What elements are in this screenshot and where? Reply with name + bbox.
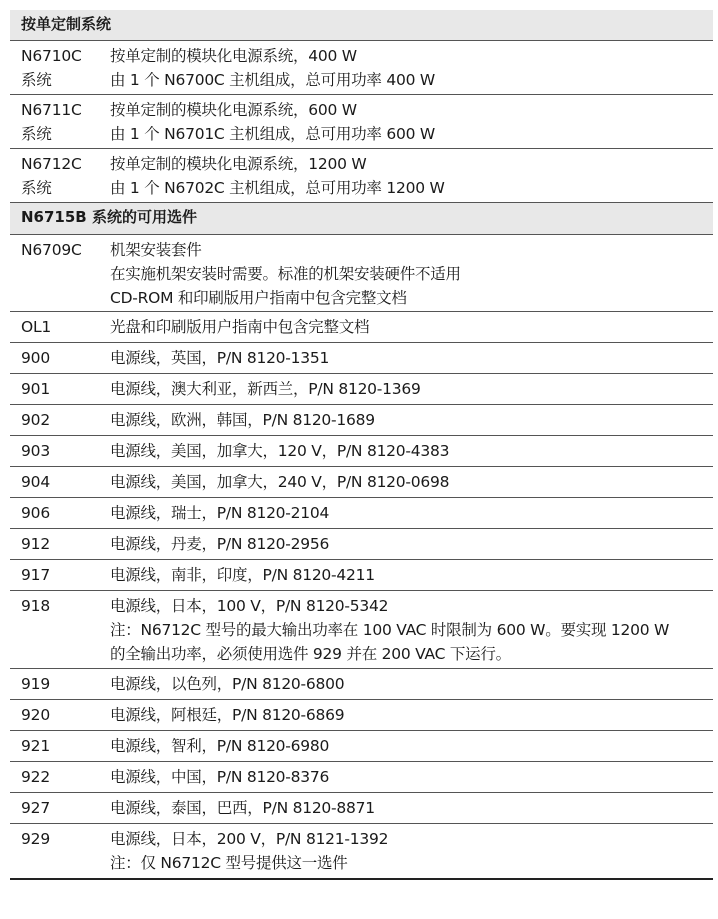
option-description [110, 824, 713, 878]
code-line: 917 [21, 566, 50, 584]
table-row [10, 235, 713, 312]
table-row [10, 41, 713, 95]
option-code [21, 41, 110, 94]
option-description [110, 374, 713, 404]
option-description [110, 669, 713, 699]
option-code [21, 95, 110, 148]
code-line: 919 [21, 675, 50, 693]
table-row [10, 374, 713, 405]
option-code [21, 731, 110, 761]
code-line: 918 [21, 597, 50, 615]
desc-line: 的全输出功率，必须使用选件 929 并在 200 VAC 下运行。 [110, 645, 511, 663]
option-description [110, 405, 713, 435]
desc-line: 电源线，中国，P/N 8120-8376 [110, 768, 330, 786]
option-code [21, 374, 110, 404]
desc-line: 光盘和印刷版用户指南中包含完整文档 [110, 318, 370, 336]
option-code [21, 405, 110, 435]
desc-line: 电源线，瑞士，P/N 8120-2104 [110, 504, 330, 522]
option-description [110, 498, 713, 528]
desc-line: 电源线，日本，100 V，P/N 8120-5342 [110, 597, 389, 615]
section-title: N6715B 系统的可用选件 [21, 208, 197, 226]
option-description [110, 529, 713, 559]
table-row [10, 405, 713, 436]
desc-line: CD-ROM 和印刷版用户指南中包含完整文档 [110, 289, 407, 307]
option-code [21, 762, 110, 792]
option-description [110, 591, 713, 668]
desc-line: 电源线，丹麦，P/N 8120-2956 [110, 535, 330, 553]
table-row [10, 591, 713, 669]
code-line: N6712C [21, 155, 82, 173]
code-line: N6711C [21, 101, 82, 119]
section-header-available-options [10, 203, 713, 235]
desc-line: 电源线，美国，加拿大，240 V，P/N 8120-0698 [110, 473, 450, 491]
code-line: 920 [21, 706, 50, 724]
option-code [21, 343, 110, 373]
option-description [110, 149, 713, 202]
option-code [21, 312, 110, 342]
table-row [10, 149, 713, 203]
desc-line: 电源线，智利，P/N 8120-6980 [110, 737, 330, 755]
option-code [21, 591, 110, 668]
desc-line: 电源线，欧洲，韩国，P/N 8120-1689 [110, 411, 375, 429]
option-code [21, 529, 110, 559]
table-row [10, 560, 713, 591]
table-row [10, 700, 713, 731]
option-code [21, 467, 110, 497]
option-code [21, 498, 110, 528]
desc-line: 电源线，日本，200 V，P/N 8121-1392 [110, 830, 389, 848]
desc-line: 在实施机架安装时需要。标准的机架安装硬件不适用 [110, 265, 461, 283]
table-row [10, 498, 713, 529]
desc-line: 按单定制的模块化电源系统，1200 W [110, 155, 367, 173]
code-line: 900 [21, 349, 50, 367]
desc-line: 机架安装套件 [110, 241, 202, 259]
option-description [110, 41, 713, 94]
desc-line: 电源线，阿根廷，P/N 8120-6869 [110, 706, 345, 724]
option-code [21, 149, 110, 202]
code-line: 901 [21, 380, 50, 398]
desc-line: 电源线，以色列，P/N 8120-6800 [110, 675, 345, 693]
option-code [21, 669, 110, 699]
desc-line: 电源线，澳大利亚，新西兰，P/N 8120-1369 [110, 380, 421, 398]
code-line: 929 [21, 830, 50, 848]
desc-line: 由 1 个 N6701C 主机组成，总可用功率 600 W [110, 125, 435, 143]
option-description [110, 312, 713, 342]
desc-line: 注：N6712C 型号的最大输出功率在 100 VAC 时限制为 600 W。要实现 1200 W [110, 621, 670, 639]
option-description [110, 235, 713, 311]
table-row [10, 312, 713, 343]
code-line: 系统 [21, 71, 52, 89]
code-line: 906 [21, 504, 50, 522]
desc-line: 由 1 个 N6702C 主机组成，总可用功率 1200 W [110, 179, 445, 197]
desc-line: 按单定制的模块化电源系统，600 W [110, 101, 357, 119]
option-code [21, 700, 110, 730]
option-description [110, 762, 713, 792]
desc-line: 电源线，美国，加拿大，120 V，P/N 8120-4383 [110, 442, 450, 460]
desc-line: 由 1 个 N6700C 主机组成，总可用功率 400 W [110, 71, 435, 89]
option-description [110, 436, 713, 466]
table-row [10, 529, 713, 560]
table-row [10, 343, 713, 374]
table-row [10, 669, 713, 700]
table-row [10, 436, 713, 467]
option-description [110, 467, 713, 497]
desc-line: 电源线，南非，印度，P/N 8120-4211 [110, 566, 375, 584]
option-code [21, 436, 110, 466]
option-code [21, 793, 110, 823]
code-line: OL1 [21, 318, 52, 336]
option-description [110, 793, 713, 823]
option-code [21, 560, 110, 590]
option-description [110, 343, 713, 373]
option-description [110, 700, 713, 730]
table-row [10, 731, 713, 762]
option-code [21, 235, 110, 311]
section-title: 按单定制系统 [21, 15, 112, 33]
code-line: 904 [21, 473, 50, 491]
option-description [110, 731, 713, 761]
code-line: 902 [21, 411, 50, 429]
code-line: 903 [21, 442, 50, 460]
table-row [10, 95, 713, 149]
table-row [10, 762, 713, 793]
table-row [10, 793, 713, 824]
code-line: 922 [21, 768, 50, 786]
table-row [10, 467, 713, 498]
options-table [10, 10, 713, 880]
code-line: N6709C [21, 241, 82, 259]
option-code [21, 824, 110, 878]
code-line: 912 [21, 535, 50, 553]
code-line: N6710C [21, 47, 82, 65]
desc-line: 电源线，英国，P/N 8120-1351 [110, 349, 330, 367]
code-line: 921 [21, 737, 50, 755]
option-description [110, 95, 713, 148]
section-header-custom-systems [10, 10, 713, 41]
desc-line: 注：仅 N6712C 型号提供这一选件 [110, 854, 348, 872]
desc-line: 按单定制的模块化电源系统，400 W [110, 47, 357, 65]
code-line: 927 [21, 799, 50, 817]
code-line: 系统 [21, 179, 52, 197]
code-line: 系统 [21, 125, 52, 143]
option-description [110, 560, 713, 590]
table-row [10, 824, 713, 880]
desc-line: 电源线，泰国，巴西，P/N 8120-8871 [110, 799, 375, 817]
